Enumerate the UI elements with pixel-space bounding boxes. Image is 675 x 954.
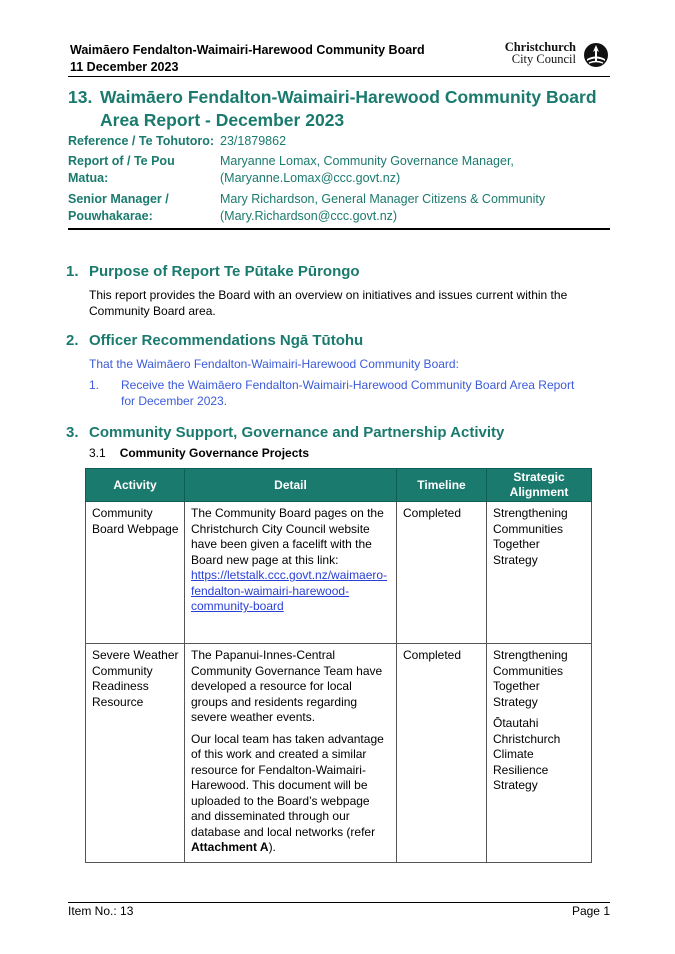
senior-label-line1: Senior Manager /: [68, 192, 169, 206]
detail-paragraph-2-text: Our local team has taken advantage of this work and created a similar resource for Fendalton-Waimairi-Harewood. This document will be uploaded to the Board’s webpage and disseminated through our database and local networks (refer: [191, 731, 384, 839]
detail-text: The Community Board pages on the Christchurch City Council website have been given a facelift with the Board new page at this link:: [191, 506, 384, 567]
report-of-value: [220, 153, 514, 187]
cathedral-emblem-icon: [582, 41, 610, 69]
alignment-strategy-1: Strengthening Communities Together Strategy: [493, 648, 568, 709]
logo-line1: Christchurch: [504, 40, 576, 54]
reference-value: 23/1879862: [220, 134, 287, 148]
item-title-line2: Area Report - December 2023: [100, 110, 345, 130]
report-of-label: [68, 153, 218, 187]
table-row: [86, 644, 592, 863]
detail-paragraph-2: [191, 732, 391, 856]
senior-value-line2: (Mary.Richardson@ccc.govt.nz): [220, 209, 398, 223]
senior-value-line1: Mary Richardson, General Manager Citizens & Community: [220, 192, 546, 206]
subsection-heading: [89, 446, 309, 460]
header-text: [70, 42, 425, 76]
header-board-name: Waimāero Fendalton-Waimairi-Harewood Community Board: [70, 43, 425, 57]
section-3-number: 3.: [66, 424, 79, 441]
section-1-number: 1.: [66, 263, 79, 280]
detail-paragraph-2-end: ).: [268, 840, 276, 854]
page-header: [68, 40, 610, 77]
footer-item-number: Item No.: 13: [68, 904, 134, 918]
recommendation-number: 1.: [89, 378, 100, 392]
report-of-label-line1: Report of / Te Pou: [68, 154, 175, 168]
report-of-value-line2: (Maryanne.Lomax@ccc.govt.nz): [220, 171, 401, 185]
timeline-cell: Completed: [397, 502, 487, 644]
timeline-cell: Completed: [397, 644, 487, 863]
board-webpage-link[interactable]: https://letstalk.ccc.govt.nz/waimaero-fendalton-waimairi-harewood-community-board: [191, 568, 388, 613]
governance-projects-table: [85, 468, 592, 863]
page-footer: [68, 902, 610, 918]
alignment-cell: [487, 644, 592, 863]
section-2-title: Officer Recommendations Ngā Tūtohu: [89, 332, 364, 349]
column-header-detail: Detail: [185, 469, 397, 502]
column-header-strategic-alignment: Strategic Alignment: [487, 469, 592, 502]
report-of-value-line1: Maryanne Lomax, Community Governance Manager,: [220, 154, 514, 168]
column-header-timeline: Timeline: [397, 469, 487, 502]
recommendation-intro: That the Waimāero Fendalton-Waimairi-Harewood Community Board:: [89, 357, 459, 371]
header-meeting-date: 11 December 2023: [70, 60, 179, 74]
item-number: 13.: [68, 87, 93, 107]
senior-manager-label: [68, 191, 218, 225]
metadata-divider: [68, 228, 610, 230]
detail-paragraph-1: The Papanui-Innes-Central Community Governance Team have developed a resource for local groups and residents regarding severe weather events.: [191, 648, 383, 724]
column-header-activity: Activity: [86, 469, 185, 502]
table-row: [86, 502, 592, 644]
section-1-text: This report provides the Board with an overview on initiatives and issues current within the Community Board area.: [89, 288, 568, 318]
section-1-title: Purpose of Report Te Pūtake Pūrongo: [89, 263, 360, 280]
logo-line2: City Council: [511, 52, 576, 66]
section-3-title: Community Support, Governance and Partnership Activity: [89, 424, 505, 441]
attachment-reference: Attachment A: [191, 840, 269, 854]
logo-wordmark: [486, 41, 576, 65]
senior-label-line2: Pouwhakarae:: [68, 209, 153, 223]
footer-page-number: Page 1: [571, 904, 610, 918]
detail-cell: [185, 502, 397, 644]
council-logo: [486, 41, 610, 69]
section-2-number: 2.: [66, 332, 79, 349]
report-of-label-line2: Matua:: [68, 171, 109, 185]
activity-cell: Severe Weather Community Readiness Resource: [86, 644, 185, 863]
senior-manager-value: [220, 191, 545, 225]
reference-label: Reference / Te Tohutoro:: [68, 134, 215, 148]
recommendation-text: Receive the Waimāero Fendalton-Waimairi-Harewood Community Board Area Report for December 2023.: [121, 378, 575, 408]
subsection-number: 3.1: [89, 446, 106, 460]
detail-cell: [185, 644, 397, 863]
subsection-title: Community Governance Projects: [119, 446, 310, 460]
alignment-strategy-2: Ōtautahi Christchurch Climate Resilience Strategy: [493, 716, 561, 792]
activity-cell: Community Board Webpage: [86, 502, 185, 644]
item-title-line1: Waimāero Fendalton-Waimairi-Harewood Community Board: [100, 87, 597, 107]
table-header-row: [86, 469, 592, 502]
alignment-cell: Strengthening Communities Together Strategy: [487, 502, 592, 644]
